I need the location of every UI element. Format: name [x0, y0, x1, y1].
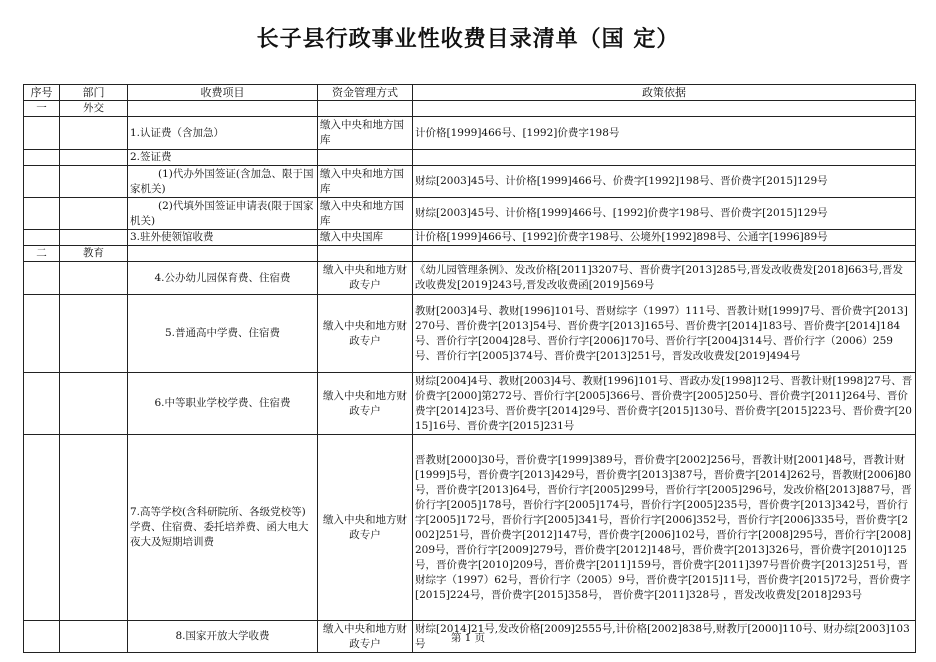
table-row	[24, 150, 916, 166]
fund-method: 缴入中央和地方财政专户	[318, 295, 413, 373]
fund-method: 缴入中央和地方国库	[318, 166, 413, 198]
policy-basis: 财综[2003]45号、计价格[1999]466号、[1992]价费字198号、晋价费字[2015]129号	[413, 198, 916, 230]
fund-method: 缴入中央和地方财政专户	[318, 621, 413, 653]
fund-method: 缴入中央和地方财政专户	[318, 262, 413, 295]
fee-item: (2)代填外国签证申请表(限于国家机关)	[128, 198, 318, 230]
fee-item: 4.公办幼儿园保育费、住宿费	[128, 262, 318, 295]
fee-item: 5.普通高中学费、住宿费	[128, 295, 318, 373]
col-header-fund: 资金管理方式	[318, 85, 413, 101]
fee-catalog-table	[23, 84, 916, 653]
fee-item: 1.认证费（含加急）	[128, 117, 318, 150]
section-no: 二	[24, 246, 60, 262]
policy-basis: 财综[2014]21号,发改价格[2009]2555号,计价格[2002]838号,财教厅[2000]110号、财办综[2003]103号	[413, 621, 916, 653]
table-row	[24, 435, 916, 621]
col-header-basis: 政策依据	[413, 85, 916, 101]
policy-basis: 晋教财[2000]30号，晋价费字[1999]389号，晋价费字[2002]256号，晋教计财[2001]48号，晋教计财[1999]5号，晋价费字[2013]429号，晋价费字[2013]387号，晋价费字[2014]262号，晋教财[2006]80号，晋价费字[2013]64号，晋价行字[2005]299号，晋价行字[2005]296号，发改价格[2013]887号，晋价行字[2005]178号，晋价行字[2005]174号，晋价行字[2005]235号，晋价费字[2013]342号，晋价行字[2005]172号，晋价行字[2005]341号，晋价行字[2006]352号，晋价行字[2006]335号，晋价费字[2002]251号，晋价费字[2012]147号，晋价费字[2006]102号，晋价行字[2008]295号，晋价行字[2008]209号，晋价行字[2009]279号，晋价费字[2012]148号，晋价费字[2013]326号，晋价费字[2010]125号，晋价费字[2010]209号，晋价费字[2011]159号，晋价费字[2011]397号晋价费字[2013]251号，晋财综字（1997）62号，晋价行字（2005）9号，晋价费字[2015]11号，晋价费字[2015]72号，晋价费字[2015]224号，晋价费字[2015]358号， 晋价费字[2011]328号 ，晋发改收费发[2018]293号	[413, 435, 916, 621]
fee-item: (1)代办外国签证(含加急、限于国家机关)	[128, 166, 318, 198]
page-number: 第 1 页	[450, 632, 486, 644]
policy-basis: 财综[2004]4号、教财[2003]4号、教财[1996]101号、晋政办发[1998]12号、晋教计财[1998]27号、晋价费字[2000]第272号、晋价行字[2005]366号、晋价费字[2005]250号、晋价费字[2011]264号、晋价费字[2014]23号、晋价费字[2014]29号、晋价费字[2015]130号、晋价费字[2015]223号、晋价费字[2015]16号、晋价费字[2015]231号	[413, 373, 916, 435]
fee-item: 7.高等学校(含科研院所、各级党校等)学费、住宿费、委托培养费、函大电大夜大及短期培训费	[128, 435, 318, 621]
table-row	[24, 198, 916, 230]
fund-method: 缴入中央和地方财政专户	[318, 435, 413, 621]
policy-basis: 计价格[1999]466号、[1992]价费字198号	[413, 117, 916, 150]
policy-basis: 教财[2003]4号、教财[1996]101号、晋财综字（1997）111号、晋教计财[1999]7号、晋价费字[2013]270号、晋价费字[2013]54号、晋价费字[2013]165号、晋价费字[2014]183号、晋价费字[2014]184号、晋价行字[2004]28号、晋价行字[2006]170号、晋价行字[2004]314号、晋价行字（2006）259号、晋价行字[2005]374号、晋价费字[2013]251号，晋发改收费发[2019]494号	[413, 295, 916, 373]
table-row	[24, 295, 916, 373]
fee-item: 2.签证费	[128, 150, 318, 166]
section-row	[24, 101, 916, 117]
fund-method: 缴入中央和地方国库	[318, 117, 413, 150]
policy-basis: 计价格[1999]466号、[1992]价费字198号、公境外[1992]898号、公通字[1996]89号	[413, 230, 916, 246]
col-header-item: 收费项目	[128, 85, 318, 101]
policy-basis	[413, 150, 916, 166]
table-row	[24, 230, 916, 246]
fund-method: 缴入中央国库	[318, 230, 413, 246]
page-title: 长子县行政事业性收费目录清单（国 定）	[256, 26, 680, 52]
col-header-no: 序号	[24, 85, 60, 101]
table-row	[24, 166, 916, 198]
section-dept: 外交	[60, 101, 128, 117]
table-row	[24, 373, 916, 435]
fund-method: 缴入中央和地方国库	[318, 198, 413, 230]
policy-basis: 财综[2003]45号、计价格[1999]466号、价费字[1992]198号、晋价费字[2015]129号	[413, 166, 916, 198]
section-no: 一	[24, 101, 60, 117]
fund-method: 缴入中央和地方财政专户	[318, 373, 413, 435]
col-header-dept: 部门	[60, 85, 128, 101]
fee-item: 8.国家开放大学收费	[128, 621, 318, 653]
section-dept: 教育	[60, 246, 128, 262]
section-row	[24, 246, 916, 262]
fund-method	[318, 150, 413, 166]
table-header-row	[24, 85, 916, 101]
policy-basis: 《幼儿园管理条例》、发改价格[2011]3207号、晋价费字[2013]285号,晋发改收费发[2018]663号,晋发改收费发[2019]243号,晋发改收费函[2019]569号	[413, 262, 916, 295]
fee-item: 6.中等职业学校学费、住宿费	[128, 373, 318, 435]
table-row	[24, 117, 916, 150]
fee-item: 3.驻外使领馆收费	[128, 230, 318, 246]
table-row	[24, 262, 916, 295]
